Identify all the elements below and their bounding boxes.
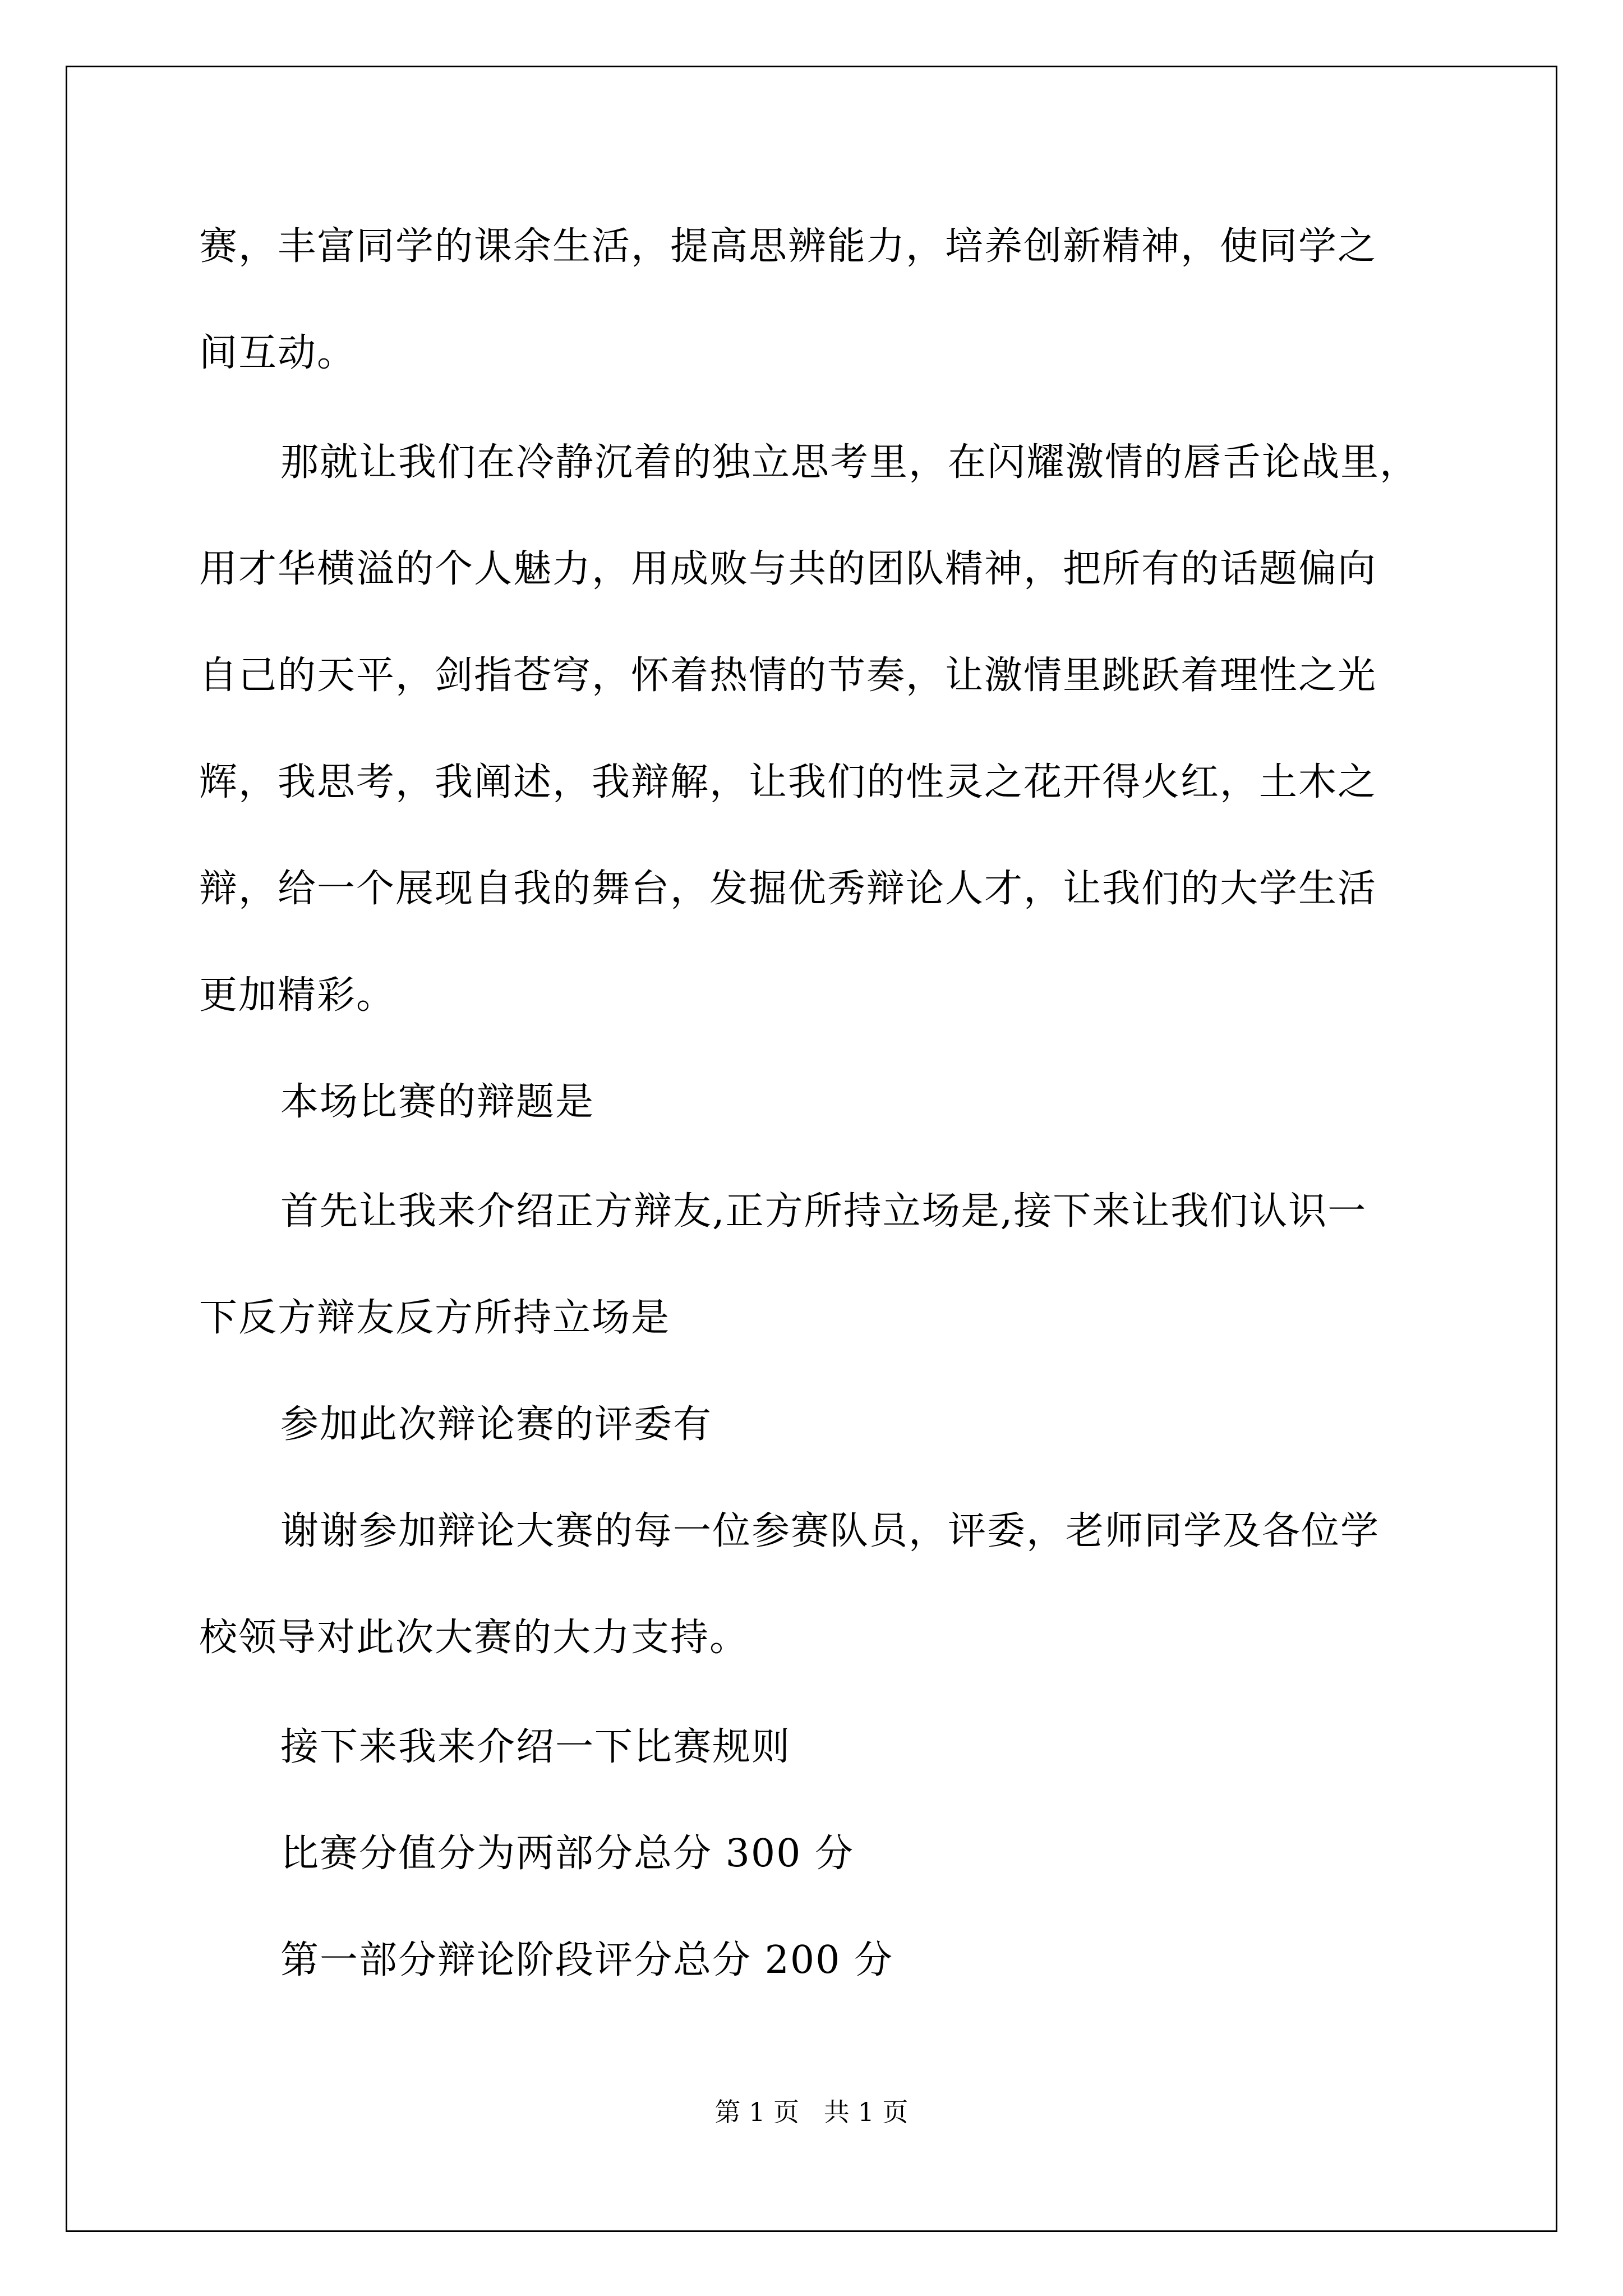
text-line: 赛，丰富同学的课余生活，提高思辨能力，培养创新精神，使同学之 bbox=[199, 224, 1377, 269]
paragraph-line: 接下来我来介绍一下比赛规则 bbox=[280, 1725, 791, 1769]
text-line: 间互动。 bbox=[199, 331, 357, 375]
paragraph-line: 比赛分值分为两部分总分 300 分 bbox=[280, 1832, 855, 1876]
text-line: 下反方辩友反方所持立场是 bbox=[199, 1296, 671, 1340]
text-line: 自己的天平，剑指苍穹，怀着热情的节奏，让激情里跳跃着理性之光 bbox=[199, 654, 1377, 698]
text-line: 辩，给一个展现自我的舞台，发掘优秀辩论人才，让我们的大学生活 bbox=[199, 867, 1377, 911]
paragraph-line: 谢谢参加辩论大赛的每一位参赛队员，评委，老师同学及各位学 bbox=[280, 1509, 1380, 1553]
paragraph-line: 首先让我来介绍正方辩友,正方所持立场是,接下来让我们认识一 bbox=[280, 1189, 1367, 1234]
text-line: 用才华横溢的个人魅力，用成败与共的团队精神，把所有的话题偏向 bbox=[199, 547, 1377, 591]
paragraph-line: 那就让我们在冷静沉着的独立思考里，在闪耀激情的唇舌论战里， bbox=[280, 440, 1419, 485]
text-line: 辉，我思考，我阐述，我辩解，让我们的性灵之花开得火红，土木之 bbox=[199, 760, 1377, 804]
paragraph-line: 第一部分辩论阶段评分总分 200 分 bbox=[280, 1938, 894, 1982]
page-number-footer: 第 1 页 共 1 页 bbox=[714, 2097, 909, 2127]
paragraph-line: 本场比赛的辩题是 bbox=[280, 1080, 595, 1124]
text-line: 更加精彩。 bbox=[199, 973, 396, 1018]
page-border bbox=[66, 66, 1557, 2232]
text-line: 校领导对此次大赛的大力支持。 bbox=[199, 1616, 749, 1660]
paragraph-line: 参加此次辩论赛的评委有 bbox=[280, 1402, 713, 1447]
